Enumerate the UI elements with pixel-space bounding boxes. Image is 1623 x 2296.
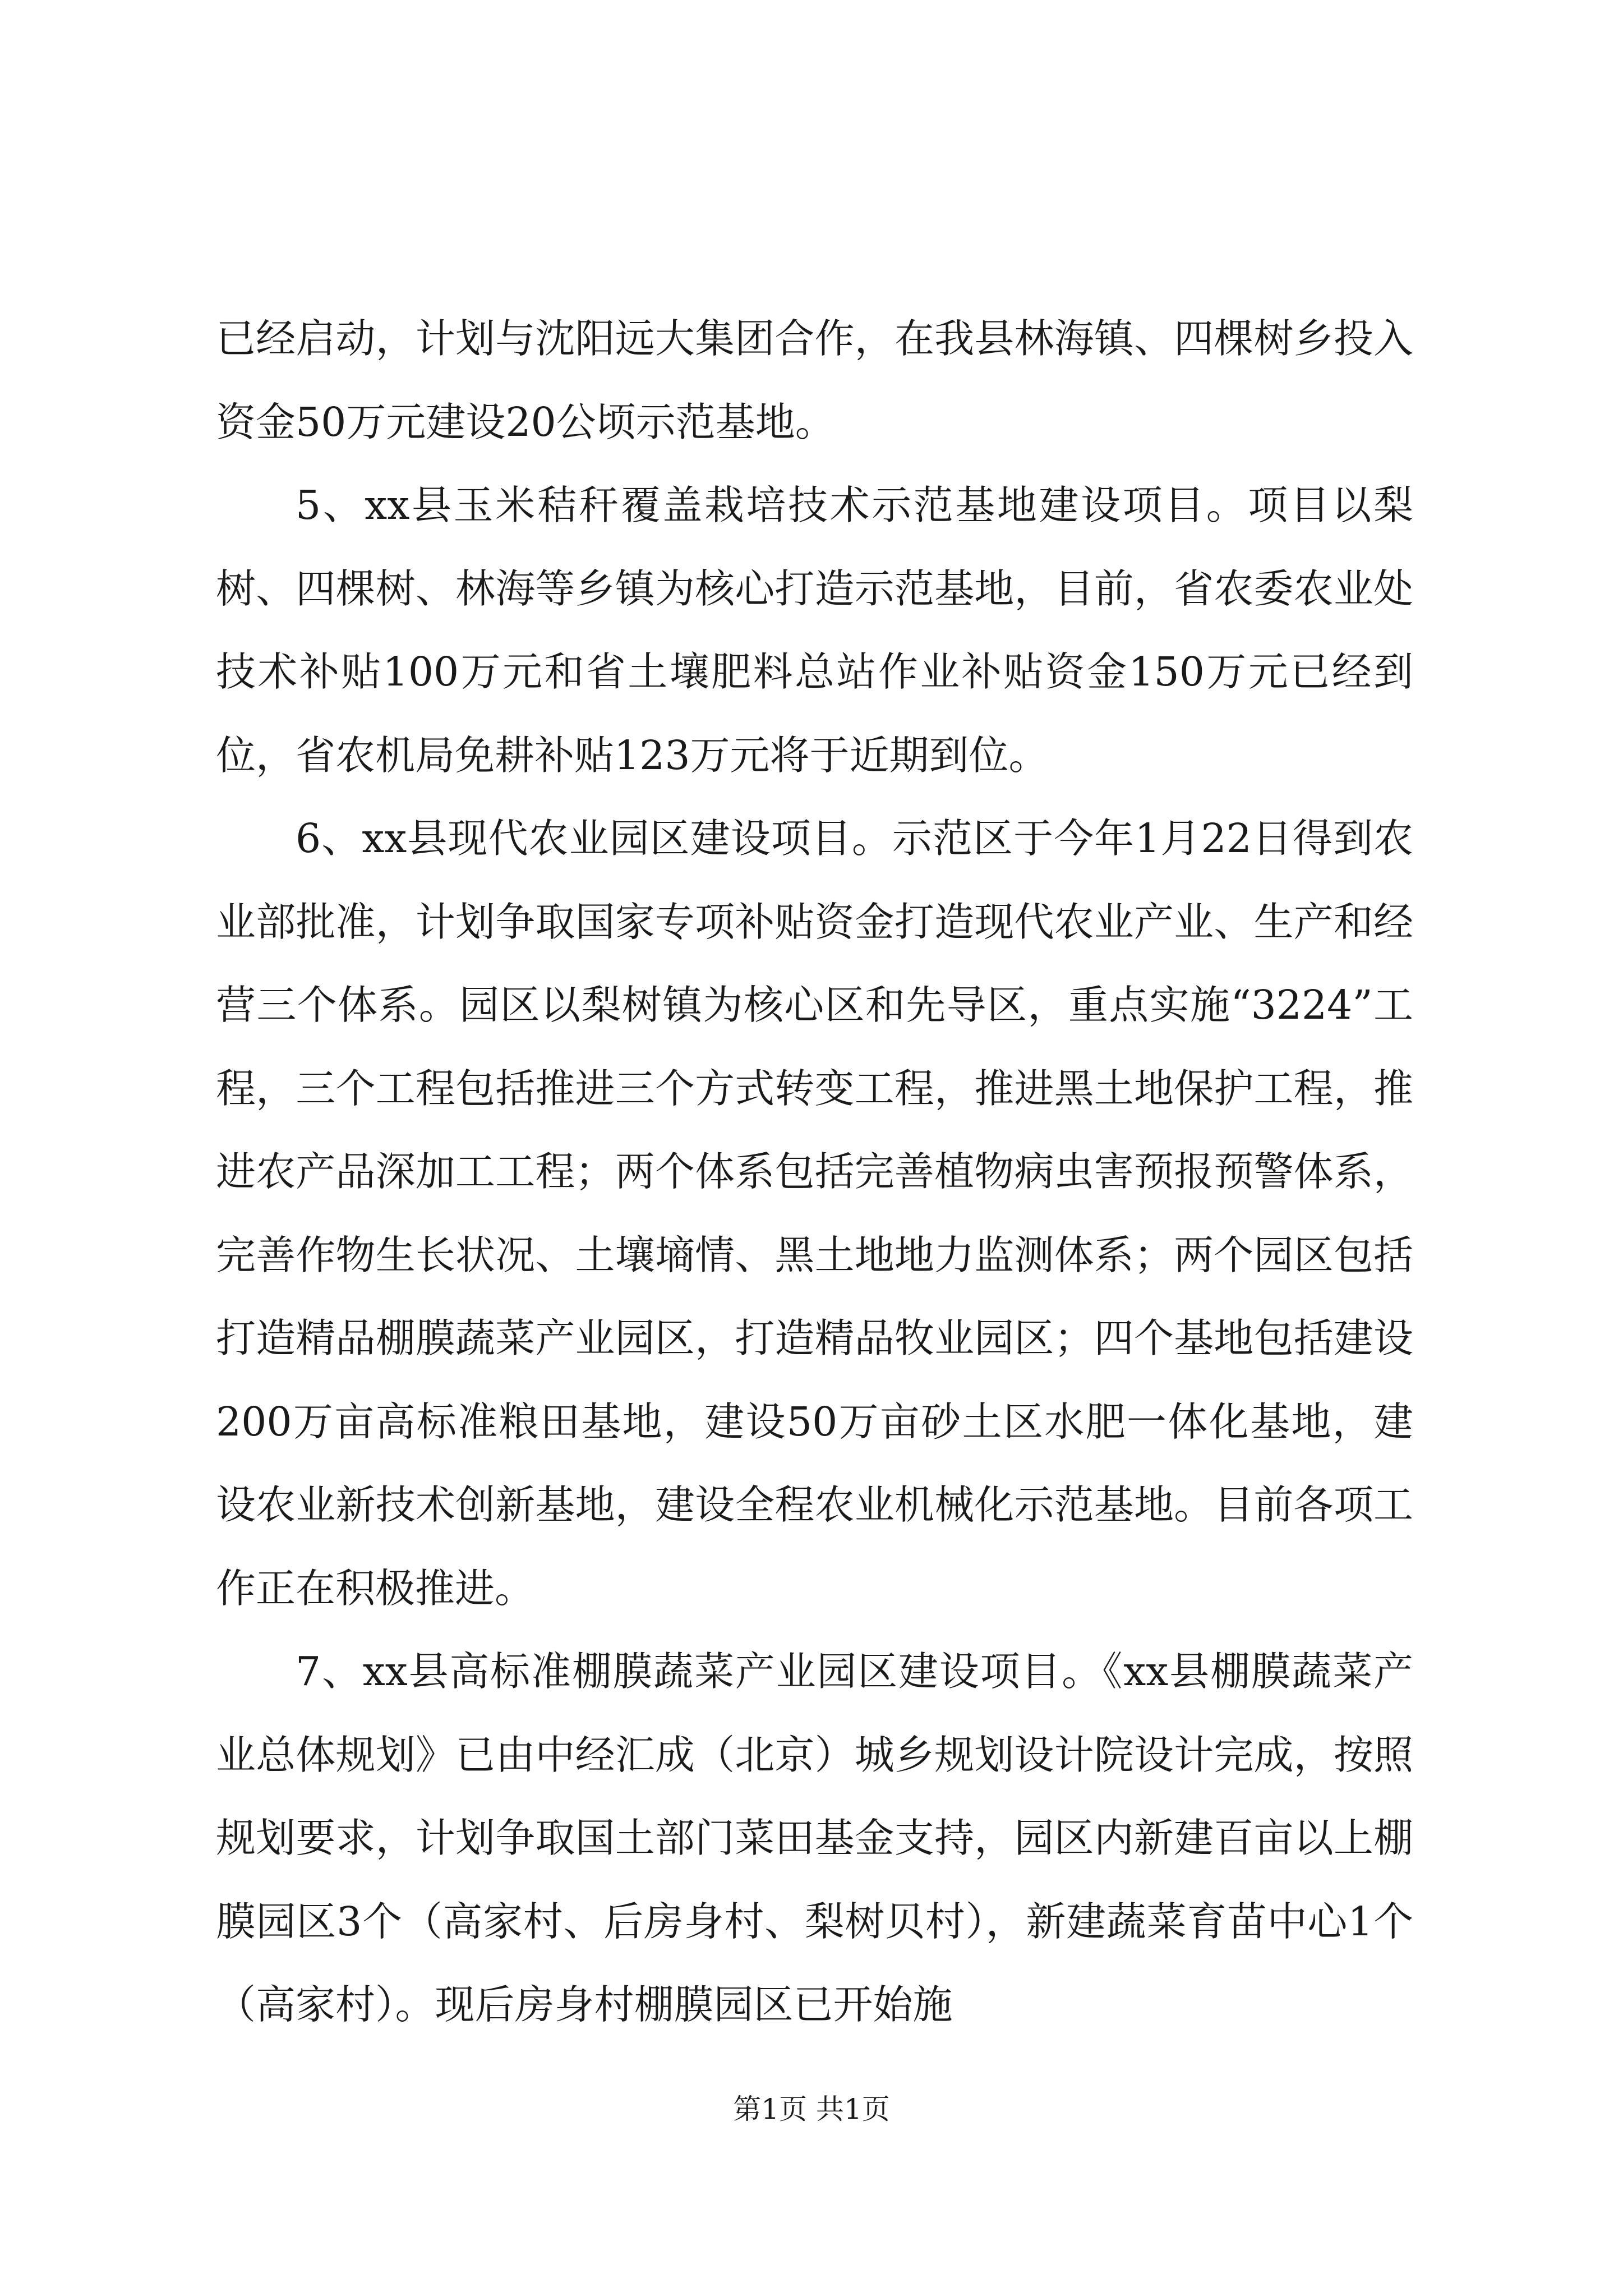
paragraph-item-6: 6、xx县现代农业园区建设项目。示范区于今年1月22日得到农业部批准，计划争取国家专项补贴资金打造现代农业产业、生产和经营三个体系。园区以梨树镇为核心区和先导区，重点实施“3224”工程，三个工程包括推进三个方式转变工程，推进黑土地保护工程，推进农产品深加工工程；两个体系包括完善植物病虫害预报预警体系，完善作物生长状况、土壤墒情、黑土地地力监测体系；两个园区包括打造精品棚膜蔬菜产业园区，打造精品牧业园区；四个基地包括建设200万亩高标准粮田基地，建设50万亩砂土区水肥一体化基地，建设农业新技术创新基地，建设全程农业机械化示范基地。目前各项工作正在积极推进。 [216,815,1413,1612]
page-footer: 第1页 共1页 [733,2093,890,2125]
paragraph-item-7: 7、xx县高标准棚膜蔬菜产业园区建设项目。《xx县棚膜蔬菜产业总体规划》已由中经汇成（北京）城乡规划设计院设计完成，按照规划要求，计划争取国土部门菜田基金支持，园区内新建百亩以上棚膜园区3个（高家村、后房身村、梨树贝村），新建蔬菜育苗中心1个（高家村）。现后房身村棚膜园区已开始施 [216,1648,1413,2028]
document-body [216,297,1413,2047]
paragraph-continued: 已经启动，计划与沈阳远大集团合作，在我县林海镇、四棵树乡投入资金50万元建设20公顷示范基地。 [216,315,1413,445]
paragraph-item-5: 5、xx县玉米秸秆覆盖栽培技术示范基地建设项目。项目以梨树、四棵树、林海等乡镇为核心打造示范基地，目前，省农委农业处技术补贴100万元和省土壤肥料总站作业补贴资金150万元已经到位，省农机局免耕补贴123万元将于近期到位。 [216,482,1413,779]
